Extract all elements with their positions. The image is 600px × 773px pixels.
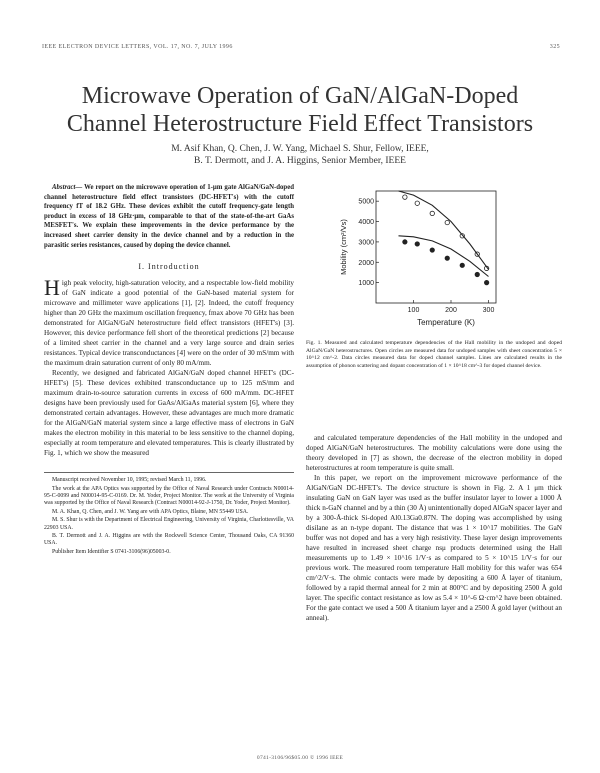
section-heading: I. Introduction xyxy=(138,262,200,272)
footnote: B. T. Dermott and J. A. Higgins are with the Rockwell Science Center, Thousand Oaks, CA 91360 USA. xyxy=(44,533,294,547)
authors-line-2: B. T. Dermott, and J. A. Higgins, Senior Member, IEEE xyxy=(194,156,406,166)
series-line-2 xyxy=(399,191,489,269)
footnote: M. S. Shur is with the Department of Electrical Engineering, University of Virginia, Charlottesville, VA 22903 USA. xyxy=(44,517,294,531)
page-footer: 0741-3106/96$05.00 © 1996 IEEE xyxy=(256,755,344,761)
intro-paragraph-1-text: igh peak velocity, high-saturation velocity, and a respectable low-field mobility of GaN indicate a good potential of the GaN-based material system for microwave and millimeter wave applications [1], [2]. Indeed, the cutoff frequency higher than 20 GHz the maximum oscillation frequency, fmax above 70 GHz has been demonstrated for AlGaN/GaN heterostructure field effect transistors (HFET's) [3]. However, this device performance fell short of the theoretical predictions [2] because of a limited sheet carrier in the channel and a very large source and drain series resistances. Typical device transconductances [4] were on the order of 30 mS/mm with the maximum drain saturation current of only 80 mA/mm. xyxy=(44,279,294,368)
footnotes xyxy=(44,472,294,556)
figure-caption: Fig. 1. Measured and calculated temperature dependencies of the Hall mobility in the undoped and doped AlGaN/GaN heterostructures. Open circles are measured data for undoped samples with sheet concentration 5 × 10^12 cm^-2. Data circles measured data for doped channel samples. Lines are calculated results in the assumption of phonon scattering and dopant concentration of 1 × 10^18 cm^-3 for doped channel device. xyxy=(306,340,562,369)
page-number: 325 xyxy=(549,44,560,50)
right-paragraph-1: and calculated temperature dependencies of the Hall mobility in the undoped and doped AlGaN/GaN heterostructures. The mobility calculations were done using the theory developed in [7] as shown, the decrease of the electron mobility in doped heterostructures at room temperature is quite small. xyxy=(306,434,562,472)
undoped-data-point xyxy=(415,201,419,205)
chart-axes xyxy=(339,191,496,327)
intro-body xyxy=(44,275,294,458)
x-tick-label: 100 xyxy=(407,307,420,314)
intro-paragraph-1 xyxy=(44,275,294,368)
doped-data-point xyxy=(460,263,464,267)
doped-data-point xyxy=(403,240,407,244)
y-tick-label: 1000 xyxy=(358,280,374,288)
undoped-data-point xyxy=(403,195,407,199)
undoped-data-point xyxy=(430,211,434,215)
abstract-label: Abstract— xyxy=(52,184,83,191)
author-list xyxy=(60,143,540,167)
drop-cap: H xyxy=(44,275,60,301)
doped-data-point xyxy=(475,272,479,276)
abstract xyxy=(44,183,294,250)
chart-marks xyxy=(399,191,489,285)
x-tick-label: 200 xyxy=(445,307,457,314)
y-tick-label: 3000 xyxy=(358,239,374,247)
x-axis-label: Temperature (K) xyxy=(417,318,475,327)
right-body xyxy=(306,433,562,623)
y-tick-label: 4000 xyxy=(358,219,374,227)
footnote: Manuscript received November 10, 1995; revised March 11, 1996. xyxy=(52,477,207,484)
left-column xyxy=(44,183,294,557)
undoped-data-point xyxy=(445,220,449,224)
mobility-chart xyxy=(306,183,562,333)
y-axis-label: Mobility (cm²/Vs) xyxy=(339,219,348,275)
doped-data-point xyxy=(445,256,449,260)
doped-data-point xyxy=(484,280,488,284)
intro-paragraph-2: Recently, we designed and fabricated AlGaN/GaN doped channel HFET's (DC-HFET's) [5]. These devices exhibited transconductance up to 125 mS/mm and maximum drain-to-source saturation currents in excess of 600 mA/mm. DC-HFET designs have been previously used for GaAs/AlGaAs material system [6], where they demonstrated certain advantages. However, these advantages are much more dramatic for the AlGaN/GaN material system since a large effective mass of electrons in GaN makes the electron mobility in this material to be less sensitive to the channel doping, especially at room temperature and elevated temperatures. This is clearly illustrated by Fig. 1, which we show the measured xyxy=(44,369,294,458)
right-paragraph-2: In this paper, we report on the improvement microwave performance of the AlGaN/GaN DC-HFET's. The device structure is shown in Fig. 2. A 1 μm thick insulating GaN on GaN layer was used as the buffer insulator layer to lower a 1000 Å thick n-GaN channel and by a thin (30 Å) unintentionally doped AlGaN spacer layer and by a 300-Å-thick Si-doped Al0.13Ga0.87N. The doping was accomplished by using disilane as an n-type dopant. The distance that was 1 × 10^17 mobilities. The GaN buffer was not doped and has a very high resistivity. These layer design improvements have resulted in increased sheet charge nsμ products determined using the Hall measurements up to 1.49 × 10^16 1/V·s as compared to 5 × 10^15 1/V·s for our previous work. The measured room temperature Hall mobility for this wafer was 654 cm^2/V·s. The ohmic contacts were made by depositing a 600 Å layer of titanium, followed by a rapid thermal anneal for 2 min at 800°C and by depositing 2500 Å gold layer. The specific contact resistance as low as 5.4 × 10^-6 Ω·cm^2 have been obtained. For the gate contact we used a 500 Å titanium layer and a 2500 Å gold layer (without an anneal). xyxy=(306,474,562,622)
paper-title: Microwave Operation of GaN/AlGaN-Doped Channel Heterostructure Field Effect Transistors xyxy=(66,83,534,137)
y-tick-label: 2000 xyxy=(358,259,374,267)
running-head xyxy=(42,44,560,50)
authors-line-1: M. Asif Khan, Q. Chen, J. W. Yang, Michael S. Shur, Fellow, IEEE, xyxy=(171,144,429,154)
footnote: M. A. Khan, Q. Chen, and J. W. Yang are with APA Optics, Blaine, MN 55449 USA. xyxy=(52,508,249,515)
footnote: Publisher Item Identifier S 0741-3106(96)05003-0. xyxy=(52,548,171,555)
y-tick-label: 5000 xyxy=(358,198,374,206)
figure-1 xyxy=(306,183,562,433)
right-column xyxy=(306,183,562,623)
doped-data-point xyxy=(415,242,419,246)
abstract-text: We report on the microwave operation of 1-μm gate AlGaN/GaN-doped channel heterostructure field effect transistors (DC-HFET's) with the cutoff frequency fT of 18.2 GHz. These devices exhibit the cutoff frequency-gate length product in excess of 18 GHz·μm, comparable to that of the state-of-the-art GaAs MESFET's. We explain these improvements in the device performance by the increased sheet carrier density in the device channel and by a reduction in the parasitic series resistances, caused by doping the device channel. xyxy=(44,184,295,249)
series-line-3 xyxy=(399,236,489,277)
running-head-text: IEEE ELECTRON DEVICE LETTERS, VOL. 17, NO. 7, JULY 1996 xyxy=(42,44,233,50)
x-tick-label: 300 xyxy=(482,307,495,314)
footnote: The work at the APA Optics was supported by the Office of Naval Research under Contracts N00014-95-C-0099 and N00014-95-C-0169. Dr. M. Yoder, Project Monitor. The work at the University of Virginia was supported by the Office of Naval Research (Contract N00014-92-J-1750, Dr. Yoder, Project Monitor). xyxy=(44,485,294,507)
doped-data-point xyxy=(430,248,434,252)
